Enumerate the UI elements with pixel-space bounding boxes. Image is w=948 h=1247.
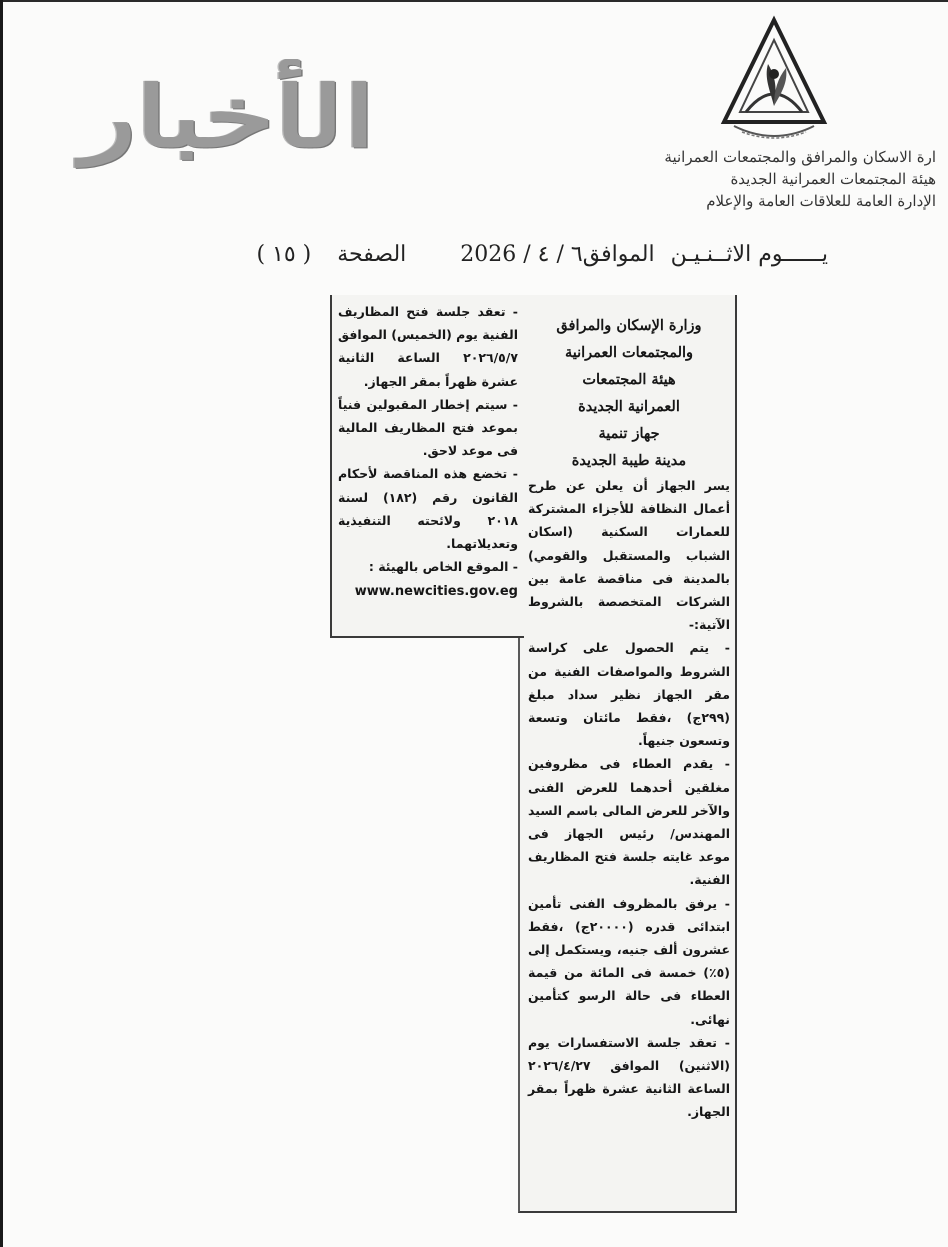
dateline-page-label: الصفحة [337, 241, 407, 267]
authority-triangle-emblem-icon [716, 14, 832, 146]
heading-line: العمرانية الجديدة [578, 398, 680, 415]
announcement-left-column [338, 300, 518, 604]
heading-line: والمجتمعات العمرانية [564, 344, 694, 361]
org-line-department: الإدارة العامة للعلاقات العامة والإعلام [706, 192, 936, 210]
dateline [78, 234, 828, 274]
newspaper-masthead [42, 64, 414, 168]
heading-line: مدينة طيبة الجديدة [571, 452, 687, 469]
dateline-date: ٦ / ٤ / 2026 [460, 241, 583, 267]
dateline-date-label: الموافق [582, 241, 655, 267]
clause-inquiries-session: - تعقد جلسة الاستفسارات يوم (الاثنين) الموافق ٢٠٢٦/٤/٢٧ الساعة الثانية عشرة ظهراً بمقر الجهاز. [528, 1034, 730, 1120]
org-line-authority: هيئة المجتمعات العمرانية الجديدة [730, 170, 936, 188]
dateline-page-number: ( ١٥ ) [256, 241, 312, 267]
announcement-heading [528, 312, 730, 474]
clause-insurance: - يرفق بالمظروف الفنى تأمين ابتدائى قدره (٢٠٠٠٠ج) ،فقط عشرون ألف جنيه، ويستكمل إلى (٥٪) خمسة فى المائة من قيمة العطاء فى حالة الرسو كتأمين نهائى. [528, 895, 730, 1027]
heading-line: وزارة الإسكان والمرافق [556, 317, 702, 334]
page-frame-top [0, 0, 948, 2]
dateline-day: يــــــوم الاثــنـيـن [670, 241, 828, 267]
clause-envelopes: - يقدم العطاء فى مظروفين مغلقين أحدهما للعرض الفنى والآخر للعرض المالى باسم السيد المهندس/ رئيس الجهاز فى موعد غايته جلسة فتح المظاريف الفنية. [528, 756, 730, 888]
masthead-title: الأخبار [80, 66, 376, 166]
clause-law: - تخضع هذه المناقصة لأحكام القانون رقم (١٨٢) لسنة ٢٠١٨ ولائحته التنفيذية وتعديلاتهما. [338, 466, 518, 552]
heading-line: جهاز تنمية [598, 425, 660, 442]
org-line-ministry: ارة الاسكان والمرافق والمجتمعات العمرانية [664, 148, 936, 166]
announcement-right-column [528, 312, 730, 1124]
clause-booklet: - يتم الحصول على كراسة الشروط والمواصفات الفنية من مقر الجهاز نظير سداد مبلغ (٢٩٩ج) ،فقط مائتان وتسعة وتسعون جنيهاً. [528, 640, 730, 749]
website-link[interactable]: www.newcities.gov.eg [354, 584, 518, 600]
page-frame-left [0, 0, 3, 1247]
clause-technical-opening: - تعقد جلسة فتح المظاريف الفنية يوم (الخميس) الموافق ٢٠٢٦/٥/٧ الساعة الثانية عشرة ظهراً بمقر الجهاز. [337, 304, 518, 389]
organization-header [560, 146, 936, 212]
clause-financial-opening: - سيتم إخطار المقبولين فنياً بموعد فتح المظاريف المالية فى موعد لاحق. [338, 396, 518, 459]
website-label: - الموقع الخاص بالهيئة : [368, 559, 518, 575]
announcement-intro: يسر الجهاز أن يعلن عن طرح أعمال النظافة للأجزاء المشتركة للعمارات السكنية (اسكان الشباب والمستقبل والقومي) بالمدينة فى مناقصة عامة بين الشركات المتخصصة بالشروط الآتية:- [528, 478, 730, 633]
heading-line: هيئة المجتمعات [582, 371, 676, 388]
